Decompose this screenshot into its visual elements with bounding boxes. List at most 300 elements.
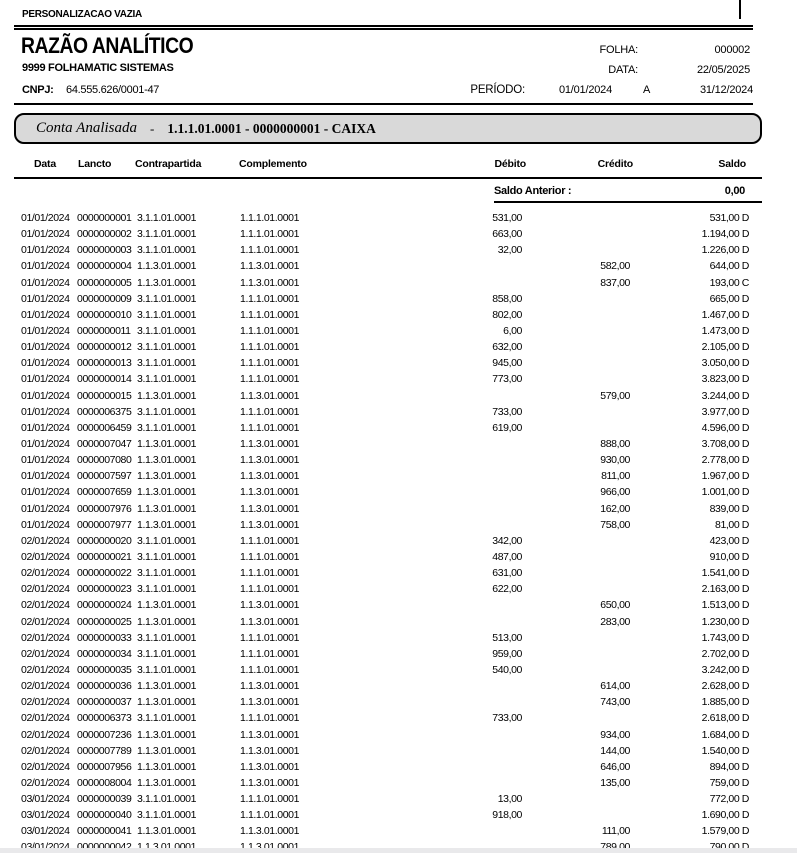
cell-complemento: 1.1.3.01.0001: [240, 776, 300, 789]
cell-complemento: 1.1.3.01.0001: [240, 389, 300, 402]
cell-saldo: 1.467,00 D: [701, 308, 749, 321]
cell-data: 02/01/2024: [21, 776, 70, 789]
cell-saldo: 2.778,00 D: [701, 454, 749, 467]
cell-data: 02/01/2024: [21, 744, 70, 757]
table-row: [0, 258, 797, 274]
cell-contrapartida: 3.1.1.01.0001: [137, 647, 197, 660]
cell-contrapartida: 1.1.3.01.0001: [137, 776, 197, 789]
cell-data: 01/01/2024: [21, 421, 70, 434]
bottom-scroll-edge: [0, 848, 797, 853]
table-row: [0, 533, 797, 549]
cell-saldo: 839,00 D: [709, 502, 749, 515]
cell-complemento: 1.1.3.01.0001: [240, 502, 300, 515]
cell-debito: 619,00: [492, 421, 522, 434]
cell-complemento: 1.1.1.01.0001: [240, 357, 300, 370]
company-name: 9999 FOLHAMATIC SISTEMAS: [22, 62, 174, 74]
cell-saldo: 3.244,00 D: [701, 389, 749, 402]
cell-complemento: 1.1.3.01.0001: [240, 728, 300, 741]
cell-debito: 622,00: [492, 583, 522, 596]
cell-saldo: 2.702,00 D: [701, 647, 749, 660]
cell-data: 01/01/2024: [21, 373, 70, 386]
cell-lancto: 0000007789: [77, 744, 132, 757]
cell-complemento: 1.1.3.01.0001: [240, 486, 300, 499]
cell-saldo: 1.001,00 D: [701, 486, 749, 499]
cell-debito: 733,00: [492, 405, 522, 418]
cell-debito: 342,00: [492, 534, 522, 547]
cell-saldo: 423,00 D: [709, 534, 749, 547]
cell-data: 01/01/2024: [21, 228, 70, 241]
cell-lancto: 0000000011: [77, 324, 131, 337]
table-row: [0, 823, 797, 839]
cell-saldo: 665,00 D: [709, 292, 749, 305]
table-row: [0, 226, 797, 242]
cell-credito: 811,00: [601, 470, 630, 483]
table-row: [0, 501, 797, 517]
cell-contrapartida: 1.1.3.01.0001: [137, 389, 197, 402]
cell-data: 02/01/2024: [21, 760, 70, 773]
cell-lancto: 0000000023: [77, 583, 132, 596]
cell-credito: 837,00: [600, 276, 630, 289]
cell-contrapartida: 3.1.1.01.0001: [137, 357, 197, 370]
cell-debito: 959,00: [492, 647, 522, 660]
cell-saldo: 1.540,00 D: [701, 744, 749, 757]
cell-contrapartida: 1.1.3.01.0001: [137, 276, 197, 289]
table-row: [0, 727, 797, 743]
cell-saldo: 193,00 C: [709, 276, 749, 289]
cell-complemento: 1.1.3.01.0001: [240, 760, 300, 773]
cell-lancto: 0000007956: [77, 760, 132, 773]
table-row: [0, 791, 797, 807]
cell-lancto: 0000000012: [77, 341, 132, 354]
cell-data: 02/01/2024: [21, 680, 70, 693]
cell-contrapartida: 3.1.1.01.0001: [137, 292, 197, 305]
cell-data: 01/01/2024: [21, 276, 70, 289]
cell-complemento: 1.1.3.01.0001: [240, 260, 300, 273]
cell-data: 02/01/2024: [21, 663, 70, 676]
cell-lancto: 0000007236: [77, 728, 132, 741]
cell-contrapartida: 1.1.3.01.0001: [137, 825, 197, 838]
table-row: [0, 581, 797, 597]
cell-contrapartida: 3.1.1.01.0001: [137, 212, 197, 224]
cell-data: 02/01/2024: [21, 550, 70, 563]
cell-contrapartida: 3.1.1.01.0001: [137, 373, 197, 386]
cell-data: 02/01/2024: [21, 567, 70, 580]
cell-data: 03/01/2024: [21, 809, 70, 822]
cell-complemento: 1.1.1.01.0001: [240, 550, 300, 563]
cell-debito: 945,00: [492, 357, 522, 370]
table-row: [0, 404, 797, 420]
cell-complemento: 1.1.3.01.0001: [240, 470, 300, 483]
table-row: [0, 291, 797, 307]
cell-data: 03/01/2024: [21, 793, 70, 806]
cell-data: 01/01/2024: [21, 470, 70, 483]
cell-saldo: 3.242,00 D: [701, 663, 749, 676]
cell-credito: 579,00: [600, 389, 630, 402]
table-row: [0, 646, 797, 662]
cell-complemento: 1.1.1.01.0001: [240, 712, 300, 725]
cell-lancto: 0000000039: [77, 793, 132, 806]
cell-saldo: 772,00 D: [709, 793, 749, 806]
cell-data: 01/01/2024: [21, 454, 70, 467]
cell-saldo: 2.105,00 D: [701, 341, 749, 354]
cell-debito: 802,00: [492, 308, 522, 321]
cell-contrapartida: 1.1.3.01.0001: [137, 502, 197, 515]
cell-credito: 888,00: [600, 437, 630, 450]
cell-lancto: 0000007659: [77, 486, 132, 499]
cell-complemento: 1.1.3.01.0001: [240, 437, 300, 450]
cell-data: 01/01/2024: [21, 324, 70, 337]
cell-lancto: 0000000022: [77, 567, 132, 580]
cell-complemento: 1.1.3.01.0001: [240, 599, 300, 612]
cell-complemento: 1.1.1.01.0001: [240, 244, 300, 257]
table-row: [0, 614, 797, 630]
report-date-value: 22/05/2025: [696, 64, 750, 76]
table-row: [0, 630, 797, 646]
cell-contrapartida: 3.1.1.01.0001: [137, 583, 197, 596]
cell-lancto: 0000000020: [77, 534, 132, 547]
cell-saldo: 1.541,00 D: [701, 567, 749, 580]
cell-saldo: 1.473,00 D: [701, 324, 749, 337]
cell-contrapartida: 3.1.1.01.0001: [137, 631, 197, 644]
cell-debito: 858,00: [492, 292, 522, 305]
cell-credito: 966,00: [600, 486, 630, 499]
cell-credito: 930,00: [600, 454, 630, 467]
cell-contrapartida: 1.1.3.01.0001: [137, 680, 197, 693]
cell-debito: 13,00: [497, 793, 522, 806]
cell-contrapartida: 3.1.1.01.0001: [137, 324, 197, 337]
cell-data: 02/01/2024: [21, 712, 70, 725]
cell-credito: 650,00: [600, 599, 630, 612]
table-row: [0, 371, 797, 387]
cell-contrapartida: 1.1.3.01.0001: [137, 696, 197, 709]
table-row: [0, 597, 797, 613]
cell-complemento: 1.1.1.01.0001: [240, 663, 300, 676]
cell-complemento: 1.1.3.01.0001: [240, 680, 300, 693]
cell-saldo: 1.684,00 D: [701, 728, 749, 741]
cell-credito: 162,00: [600, 502, 630, 515]
cell-data: 01/01/2024: [21, 518, 70, 531]
cell-lancto: 0000006373: [77, 712, 132, 725]
cell-data: 01/01/2024: [21, 260, 70, 273]
cell-data: 01/01/2024: [21, 212, 70, 224]
cell-contrapartida: 3.1.1.01.0001: [137, 534, 197, 547]
cell-data: 03/01/2024: [21, 825, 70, 838]
cell-lancto: 0000000033: [77, 631, 132, 644]
cell-contrapartida: 1.1.3.01.0001: [137, 470, 197, 483]
cell-credito: 144,00: [600, 744, 630, 757]
cell-complemento: 1.1.1.01.0001: [240, 228, 300, 241]
cell-debito: 631,00: [492, 567, 522, 580]
cell-data: 01/01/2024: [21, 357, 70, 370]
cell-lancto: 0000007977: [77, 518, 132, 531]
cell-lancto: 0000000025: [77, 615, 132, 628]
cell-lancto: 0000000003: [77, 244, 132, 257]
cell-contrapartida: 3.1.1.01.0001: [137, 421, 197, 434]
table-row: [0, 710, 797, 726]
cell-complemento: 1.1.1.01.0001: [240, 212, 300, 224]
folha-value: 000002: [714, 44, 750, 56]
cell-complemento: 1.1.1.01.0001: [240, 292, 300, 305]
table-row: [0, 388, 797, 404]
cell-debito: 6,00: [503, 324, 522, 337]
analyzed-account-label: Conta Analisada: [36, 120, 137, 136]
cell-saldo: 1.967,00 D: [701, 470, 749, 483]
cell-complemento: 1.1.1.01.0001: [240, 341, 300, 354]
column-header-debito: Débito: [494, 158, 526, 170]
cell-data: 02/01/2024: [21, 534, 70, 547]
table-row: [0, 517, 797, 533]
table-row: [0, 759, 797, 775]
cell-complemento: 1.1.3.01.0001: [240, 518, 300, 531]
cell-data: 01/01/2024: [21, 502, 70, 515]
cell-contrapartida: 3.1.1.01.0001: [137, 228, 197, 241]
cell-data: 01/01/2024: [21, 341, 70, 354]
table-row: [0, 565, 797, 581]
cell-credito: 135,00: [600, 776, 630, 789]
table-row: [0, 323, 797, 339]
analyzed-account-box: [14, 113, 762, 144]
table-row: [0, 355, 797, 371]
table-row: [0, 807, 797, 823]
periodo-start-date: 01/01/2024: [558, 84, 612, 96]
column-header-lancto: Lancto: [78, 158, 112, 170]
cell-data: 02/01/2024: [21, 599, 70, 612]
cell-complemento: 1.1.1.01.0001: [240, 534, 300, 547]
cell-complemento: 1.1.3.01.0001: [240, 744, 300, 757]
table-row: [0, 307, 797, 323]
header-double-rule: [14, 25, 753, 30]
cell-lancto: 0000000010: [77, 308, 132, 321]
cell-contrapartida: 1.1.3.01.0001: [137, 454, 197, 467]
periodo-label: PERÍODO:: [470, 84, 525, 96]
cell-contrapartida: 3.1.1.01.0001: [137, 712, 197, 725]
cell-credito: 743,00: [600, 696, 630, 709]
cell-saldo: 1.230,00 D: [701, 615, 749, 628]
cell-complemento: 1.1.1.01.0001: [240, 631, 300, 644]
cell-lancto: 0000000024: [77, 599, 132, 612]
report-title: RAZÃO ANALÍTICO: [21, 33, 194, 58]
cell-contrapartida: 1.1.3.01.0001: [137, 486, 197, 499]
table-row: [0, 420, 797, 436]
cell-contrapartida: 3.1.1.01.0001: [137, 567, 197, 580]
cell-saldo: 910,00 D: [709, 550, 749, 563]
cell-lancto: 0000000036: [77, 680, 132, 693]
cell-saldo: 2.618,00 D: [701, 712, 749, 725]
table-row: [0, 242, 797, 258]
cell-debito: 733,00: [492, 712, 522, 725]
table-row: [0, 436, 797, 452]
cell-lancto: 0000000015: [77, 389, 132, 402]
cell-saldo: 81,00 D: [715, 518, 749, 531]
cell-complemento: 1.1.1.01.0001: [240, 793, 300, 806]
cell-data: 01/01/2024: [21, 244, 70, 257]
cell-contrapartida: 3.1.1.01.0001: [137, 809, 197, 822]
cell-saldo: 2.163,00 D: [701, 583, 749, 596]
cell-lancto: 0000000013: [77, 357, 132, 370]
cell-lancto: 0000000001: [77, 212, 132, 224]
cell-contrapartida: 3.1.1.01.0001: [137, 793, 197, 806]
table-row: [0, 468, 797, 484]
header-bottom-rule: [14, 103, 753, 105]
table-row: [0, 275, 797, 291]
cell-credito: 582,00: [600, 260, 630, 273]
cnpj-label: CNPJ:: [22, 84, 54, 96]
cell-data: 01/01/2024: [21, 308, 70, 321]
cell-saldo: 644,00 D: [709, 260, 749, 273]
cell-lancto: 0000000037: [77, 696, 132, 709]
table-row: [0, 678, 797, 694]
ledger-rows: [0, 210, 797, 856]
cell-lancto: 0000000035: [77, 663, 132, 676]
cell-lancto: 0000006459: [77, 421, 132, 434]
cell-saldo: 3.977,00 D: [701, 405, 749, 418]
cell-saldo: 4.596,00 D: [701, 421, 749, 434]
cell-saldo: 1.226,00 D: [701, 244, 749, 257]
cell-complemento: 1.1.3.01.0001: [240, 696, 300, 709]
cell-lancto: 0000007976: [77, 502, 132, 515]
cell-lancto: 0000000034: [77, 647, 132, 660]
cell-lancto: 0000000041: [77, 825, 132, 838]
periodo-end-date: 31/12/2024: [699, 84, 753, 96]
cell-contrapartida: 3.1.1.01.0001: [137, 663, 197, 676]
cnpj-value: 64.555.626/0001-47: [66, 84, 160, 96]
cell-saldo: 1.513,00 D: [701, 599, 749, 612]
cell-debito: 513,00: [492, 631, 522, 644]
cell-lancto: 0000000021: [77, 550, 132, 563]
cell-contrapartida: 1.1.3.01.0001: [137, 437, 197, 450]
report-date-label: DATA:: [608, 64, 638, 76]
cell-debito: 487,00: [492, 550, 522, 563]
cell-debito: 663,00: [492, 228, 522, 241]
cell-lancto: 0000008004: [77, 776, 132, 789]
cell-lancto: 0000007047: [77, 437, 132, 450]
cell-data: 01/01/2024: [21, 486, 70, 499]
cell-complemento: 1.1.1.01.0001: [240, 324, 300, 337]
cell-contrapartida: 1.1.3.01.0001: [137, 260, 197, 273]
cell-complemento: 1.1.1.01.0001: [240, 567, 300, 580]
table-row: [0, 743, 797, 759]
column-header-complemento: Complemento: [239, 158, 307, 170]
column-header-contrapartida: Contrapartida: [135, 158, 202, 170]
cell-lancto: 0000006375: [77, 405, 132, 418]
cell-complemento: 1.1.1.01.0001: [240, 583, 300, 596]
cell-complemento: 1.1.1.01.0001: [240, 373, 300, 386]
cell-saldo: 1.194,00 D: [701, 228, 749, 241]
saldo-anterior-rule: [494, 201, 762, 203]
cell-saldo: 1.690,00 D: [701, 809, 749, 822]
cell-saldo: 3.708,00 D: [701, 437, 749, 450]
cell-complemento: 1.1.3.01.0001: [240, 454, 300, 467]
cell-lancto: 0000007080: [77, 454, 132, 467]
cell-debito: 773,00: [492, 373, 522, 386]
cell-debito: 632,00: [492, 341, 522, 354]
cell-complemento: 1.1.1.01.0001: [240, 308, 300, 321]
cell-contrapartida: 3.1.1.01.0001: [137, 341, 197, 354]
cell-lancto: 0000007597: [77, 470, 132, 483]
column-header-credito: Crédito: [597, 158, 633, 170]
cell-lancto: 0000000040: [77, 809, 132, 822]
text-cursor-mark: [739, 0, 741, 19]
cell-credito: 283,00: [600, 615, 630, 628]
cell-data: 02/01/2024: [21, 696, 70, 709]
table-header-rule: [14, 177, 762, 179]
table-row: [0, 694, 797, 710]
cell-contrapartida: 3.1.1.01.0001: [137, 308, 197, 321]
cell-lancto: 0000000009: [77, 292, 132, 305]
cell-data: 02/01/2024: [21, 728, 70, 741]
cell-lancto: 0000000002: [77, 228, 132, 241]
cell-data: 02/01/2024: [21, 583, 70, 596]
cell-saldo: 2.628,00 D: [701, 680, 749, 693]
cell-complemento: 1.1.1.01.0001: [240, 421, 300, 434]
cell-contrapartida: 3.1.1.01.0001: [137, 244, 197, 257]
cell-credito: 111,00: [601, 825, 630, 838]
cell-saldo: 1.579,00 D: [701, 825, 749, 838]
saldo-anterior-value: 0,00: [724, 185, 745, 197]
folha-label: FOLHA:: [599, 44, 638, 56]
cell-complemento: 1.1.1.01.0001: [240, 405, 300, 418]
cell-saldo: 1.885,00 D: [701, 696, 749, 709]
cell-data: 02/01/2024: [21, 631, 70, 644]
periodo-connector: A: [643, 84, 651, 96]
cell-debito: 918,00: [492, 809, 522, 822]
cell-data: 02/01/2024: [21, 615, 70, 628]
cell-contrapartida: 1.1.3.01.0001: [137, 760, 197, 773]
cell-contrapartida: 1.1.3.01.0001: [137, 615, 197, 628]
cell-data: 01/01/2024: [21, 437, 70, 450]
table-row: [0, 775, 797, 791]
cell-contrapartida: 1.1.3.01.0001: [137, 518, 197, 531]
cell-data: 01/01/2024: [21, 405, 70, 418]
saldo-anterior-label: Saldo Anterior :: [494, 185, 572, 197]
table-row: [0, 210, 797, 226]
analyzed-account-separator: -: [150, 120, 155, 136]
cell-complemento: 1.1.1.01.0001: [240, 647, 300, 660]
cell-contrapartida: 1.1.3.01.0001: [137, 599, 197, 612]
table-row: [0, 662, 797, 678]
cell-saldo: 759,00 D: [709, 776, 749, 789]
cell-lancto: 0000000004: [77, 260, 132, 273]
table-row: [0, 452, 797, 468]
customization-label: PERSONALIZACAO VAZIA: [22, 9, 142, 20]
cell-credito: 934,00: [600, 728, 630, 741]
cell-contrapartida: 1.1.3.01.0001: [137, 728, 197, 741]
cell-debito: 540,00: [492, 663, 522, 676]
cell-data: 01/01/2024: [21, 389, 70, 402]
cell-credito: 758,00: [600, 518, 630, 531]
table-row: [0, 339, 797, 355]
cell-complemento: 1.1.3.01.0001: [240, 276, 300, 289]
column-header-data: Data: [34, 158, 56, 170]
table-row: [0, 549, 797, 565]
cell-data: 01/01/2024: [21, 292, 70, 305]
cell-saldo: 3.823,00 D: [701, 373, 749, 386]
cell-complemento: 1.1.1.01.0001: [240, 809, 300, 822]
column-header-saldo: Saldo: [718, 158, 746, 170]
cell-debito: 531,00: [492, 212, 522, 224]
cell-contrapartida: 3.1.1.01.0001: [137, 405, 197, 418]
cell-lancto: 0000000005: [77, 276, 132, 289]
cell-complemento: 1.1.3.01.0001: [240, 825, 300, 838]
cell-data: 02/01/2024: [21, 647, 70, 660]
cell-credito: 646,00: [600, 760, 630, 773]
cell-contrapartida: 3.1.1.01.0001: [137, 550, 197, 563]
analyzed-account-value: 1.1.1.01.0001 - 0000000001 - CAIXA: [167, 120, 376, 136]
cell-saldo: 1.743,00 D: [701, 631, 749, 644]
cell-saldo: 531,00 D: [709, 212, 749, 224]
cell-contrapartida: 1.1.3.01.0001: [137, 744, 197, 757]
table-row: [0, 484, 797, 500]
